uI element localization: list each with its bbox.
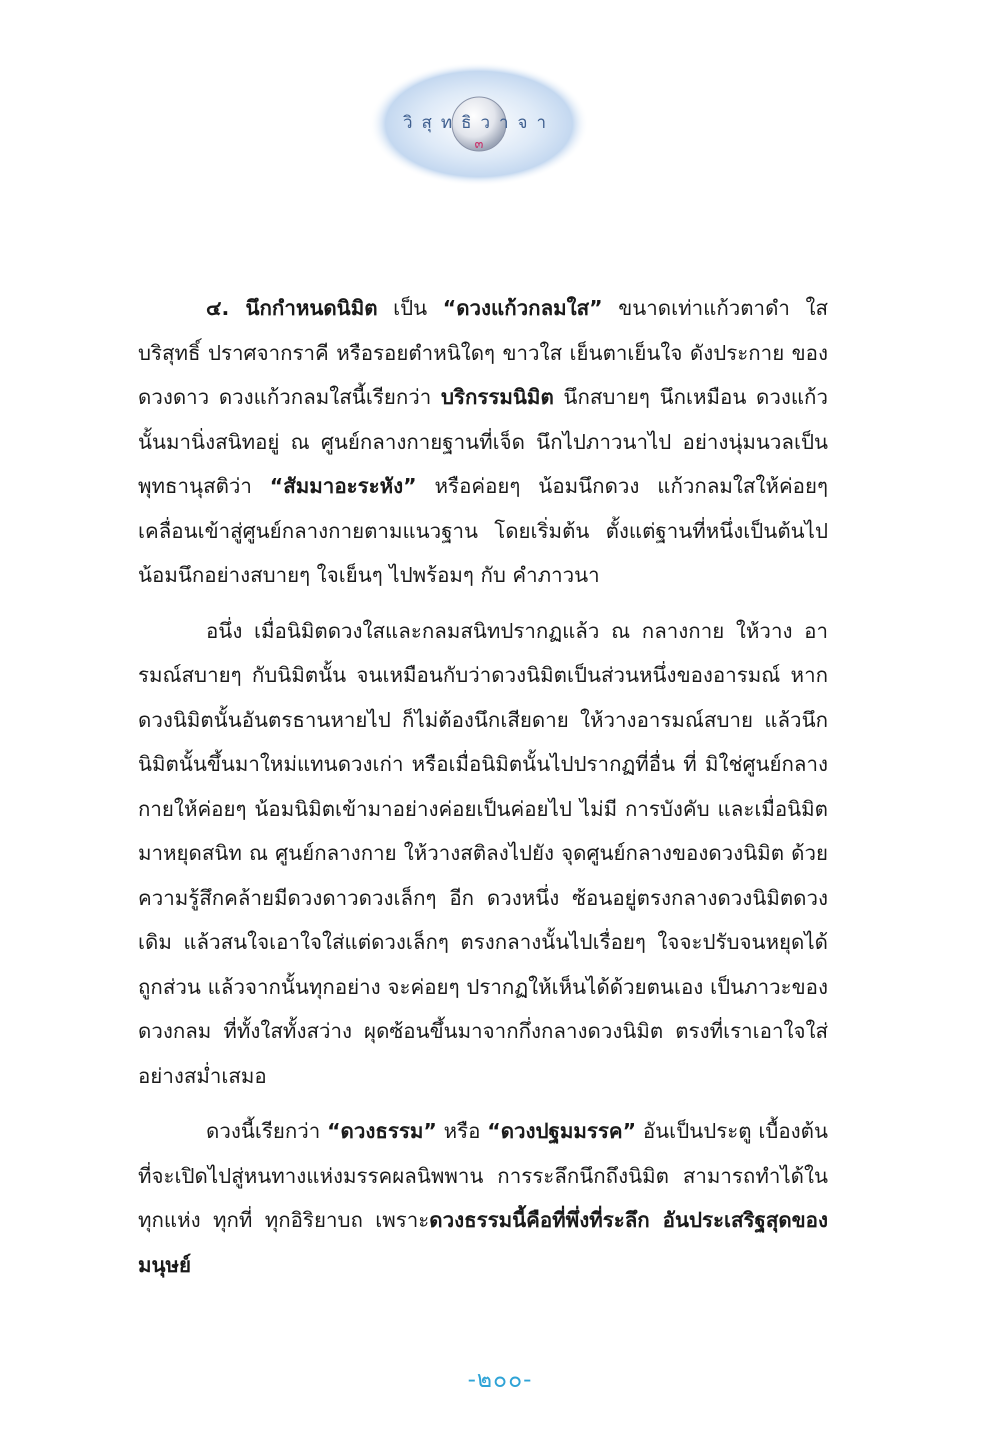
text-segment: เป็น [377, 296, 443, 320]
logo-subtext: ๓ [474, 137, 484, 152]
text-segment: ดวงนี้เรียกว่า [206, 1119, 328, 1143]
paragraph-2 [138, 609, 828, 1099]
text-segment: หรือ [436, 1119, 488, 1143]
header-logo [368, 62, 590, 187]
text-segment: หรือค่อยๆ น้อมนึกดวง แก้วกลมใสให้ค่อยๆ เคลื่อนเข้าสู่ศูนย์กลางกายตามแนวฐาน โดยเริ่มต้น ตั้งแต่ฐานที่หนึ่งเป็นต้นไป น้อมนึกอย่างสบายๆ ใจเย็นๆ ไปพร้อมๆ กับ คำภาวนา [138, 474, 828, 587]
logo-text: วิสุทธิวาจา [402, 113, 556, 133]
text-segment: ๔. นึกกำหนดนิมิต [206, 296, 378, 320]
text-segment: “ดวงธรรม” [327, 1119, 437, 1143]
page-number: -๒๐๐- [467, 1367, 533, 1393]
text-segment: อนึ่ง เมื่อนิมิตดวงใสและกลมสนิทปรากฏแล้ว ณ กลางกาย ให้วาง อารมณ์สบายๆ กับนิมิตนั้น จนเหมือนกับว่าดวงนิมิตเป็นส่วนหนึ่งของอารมณ์ หากดวงนิมิตนั้นอันตรธานหายไป ก็ไม่ต้องนึกเสียดาย ให้วางอารมณ์สบาย แล้วนึกนิมิตนั้นขึ้นมาใหม่แทนดวงเก่า หรือเมื่อนิมิตนั้นไปปรากฏที่อื่น ที่ มิใช่ศูนย์กลางกายให้ค่อยๆ น้อมนิมิตเข้ามาอย่างค่อยเป็นค่อยไป ไม่มี การบังคับ และเมื่อนิมิตมาหยุดสนิท ณ ศูนย์กลางกาย ให้วางสติลงไปยัง จุดศูนย์กลางของดวงนิมิต ด้วยความรู้สึกคล้ายมีดวงดาวดวงเล็กๆ อีก ดวงหนึ่ง ซ้อนอยู่ตรงกลางดวงนิมิตดวงเดิม แล้วสนใจเอาใจใส่แต่ดวงเล็กๆ ตรงกลางนั้นไปเรื่อยๆ ใจจะปรับจนหยุดได้ถูกส่วน แล้วจากนั้นทุกอย่าง จะค่อยๆ ปรากฏให้เห็นได้ด้วยตนเอง เป็นภาวะของดวงกลม ที่ทั้งใสทั้งสว่าง ผุดซ้อนขึ้นมาจากกึ่งกลางดวงนิมิต ตรงที่เราเอาใจใส่อย่างสม่ำเสมอ [138, 618, 828, 1088]
page-body [138, 286, 828, 1298]
text-segment: ดวงธรรมนี้คือที่พึ่งที่ระลึก อันประเสริฐสุดของมนุษย์ [138, 1208, 828, 1277]
text-segment: นึกสบายๆ นึกเหมือน ดวงแก้วนั้นมานิ่งสนิทอยู่ ณ ศูนย์กลางกายฐานที่เจ็ด นึกไปภาวนาไป อย่างนุ่มนวลเป็นพุทธานุสติว่า [138, 385, 828, 498]
paragraph-3 [138, 1109, 828, 1287]
text-segment: บริกรรมนิมิต [440, 385, 554, 409]
text-segment: อันเป็นประตู เบื้องต้นที่จะเปิดไปสู่หนทางแห่งมรรคผลนิพพาน การระลึกนึกถึงนิมิต สามารถทำได้ในทุกแห่ง ทุกที่ ทุกอิริยาบถ เพราะ [138, 1119, 828, 1232]
paragraph-1 [138, 286, 828, 598]
logo-graphic [368, 62, 590, 187]
text-segment: “ดวงแก้วกลมใส” [442, 296, 603, 320]
text-segment: “สัมมาอะระหัง” [269, 474, 417, 498]
text-segment: “ดวงปฐมมรรค” [487, 1119, 637, 1143]
text-segment: ขนาดเท่าแก้วตาดำ ใสบริสุทธิ์ ปราศจากราคี หรือรอยตำหนิใดๆ ขาวใส เย็นตาเย็นใจ ดังประกาย ของดวงดาว ดวงแก้วกลมใสนี้เรียกว่า [138, 296, 828, 409]
